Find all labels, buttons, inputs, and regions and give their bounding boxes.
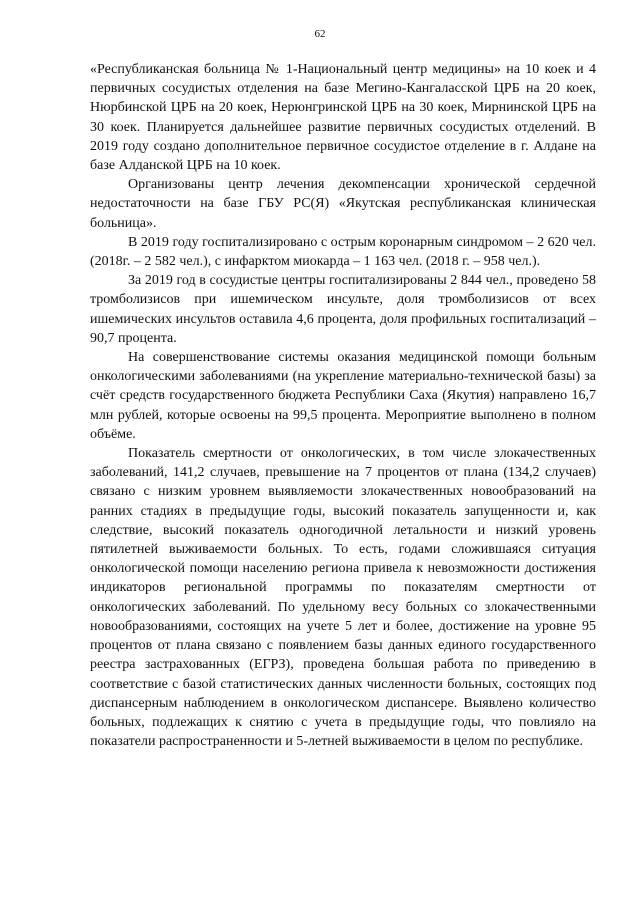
page-number: 62 (314, 28, 326, 40)
paragraph-oncology-mortality: Показатель смертности от онкологических, в том числе злокачественных заболеваний, 141,2 случаев, превышение на 7 процентов от плана (134,2 случаев) связано с низким уровнем выявляемости злокачественных новообразований на ранних стадиях в предыдущие годы, высокий показатель запущенности и, как следствие, высокий показатель одногодичной летальности и низкий уровень пятилетней выживаемости больных. То есть, годами сложившаяся ситуация онкологической помощи населению региона привела к невозможности достижения индикаторов региональной программы по показателям смертности от онкологических заболеваний. По удельному весу больных со злокачественными новообразованиями, состоящих на учете 5 лет и более, достижение на уровне 95 процентов от плана связано с появлением базы данных единого государственного реестра застрахованных (ЕГРЗ), проведена большая работа по приведению в соответствие с базой статистических данных численности больных, состоящих под диспансерным наблюдением в онкологическом диспансере. Выявлено количество больных, подлежащих к снятию с учета в предыдущие годы, что повлияло на показатели распространенности и 5-летней выживаемости в целом по республике. (90, 446, 596, 750)
paragraph-oncology-funding: На совершенствование системы оказания медицинской помощи больным онкологическими заболеваниями (на укрепление материально-технической базы) за счёт средств государственного бюджета Республики Саха (Якутия) направлено 16,7 млн рублей, которые освоены на 99,5 процента. Мероприятие выполнено в полном объёме. (90, 350, 596, 442)
paragraph-coronary-hospitalization: В 2019 году госпитализировано с острым коронарным синдромом – 2 620 чел. (2018г. – 2 582 чел.), с инфарктом миокарда – 1 163 чел. (2018 г. – 958 чел.). (90, 234, 596, 270)
document-body (90, 60, 596, 751)
paragraph-cardio-departments: «Республиканская больница № 1-Национальный центр медицины» на 10 коек и 4 первичных сосудистых отделения на базе Мегино-Кангаласской ЦРБ на 20 коек, Нюрбинской ЦРБ на 20 коек, Нерюнгринской ЦРБ на 30 коек, Мирнинской ЦРБ на 30 коек. Планируется дальнейшее развитие первичных сосудистых отделений. В 2019 году создано дополнительное первичное сосудистое отделение в г. Алдане на базе Алданской ЦРБ на 10 коек. (90, 62, 596, 174)
paragraph-heart-failure-center: Организованы центр лечения декомпенсации хронической сердечной недостаточности на базе ГБУ РС(Я) «Якутская республиканская клиническая больница». (90, 177, 596, 231)
paragraph-thrombolysis: За 2019 год в сосудистые центры госпитализированы 2 844 чел., проведено 58 тромболизисов при ишемическом инсульте, доля тромболизисов от всех ишемических инсультов оставила 4,6 процента, доля профильных госпитализаций – 90,7 процента. (90, 273, 596, 346)
